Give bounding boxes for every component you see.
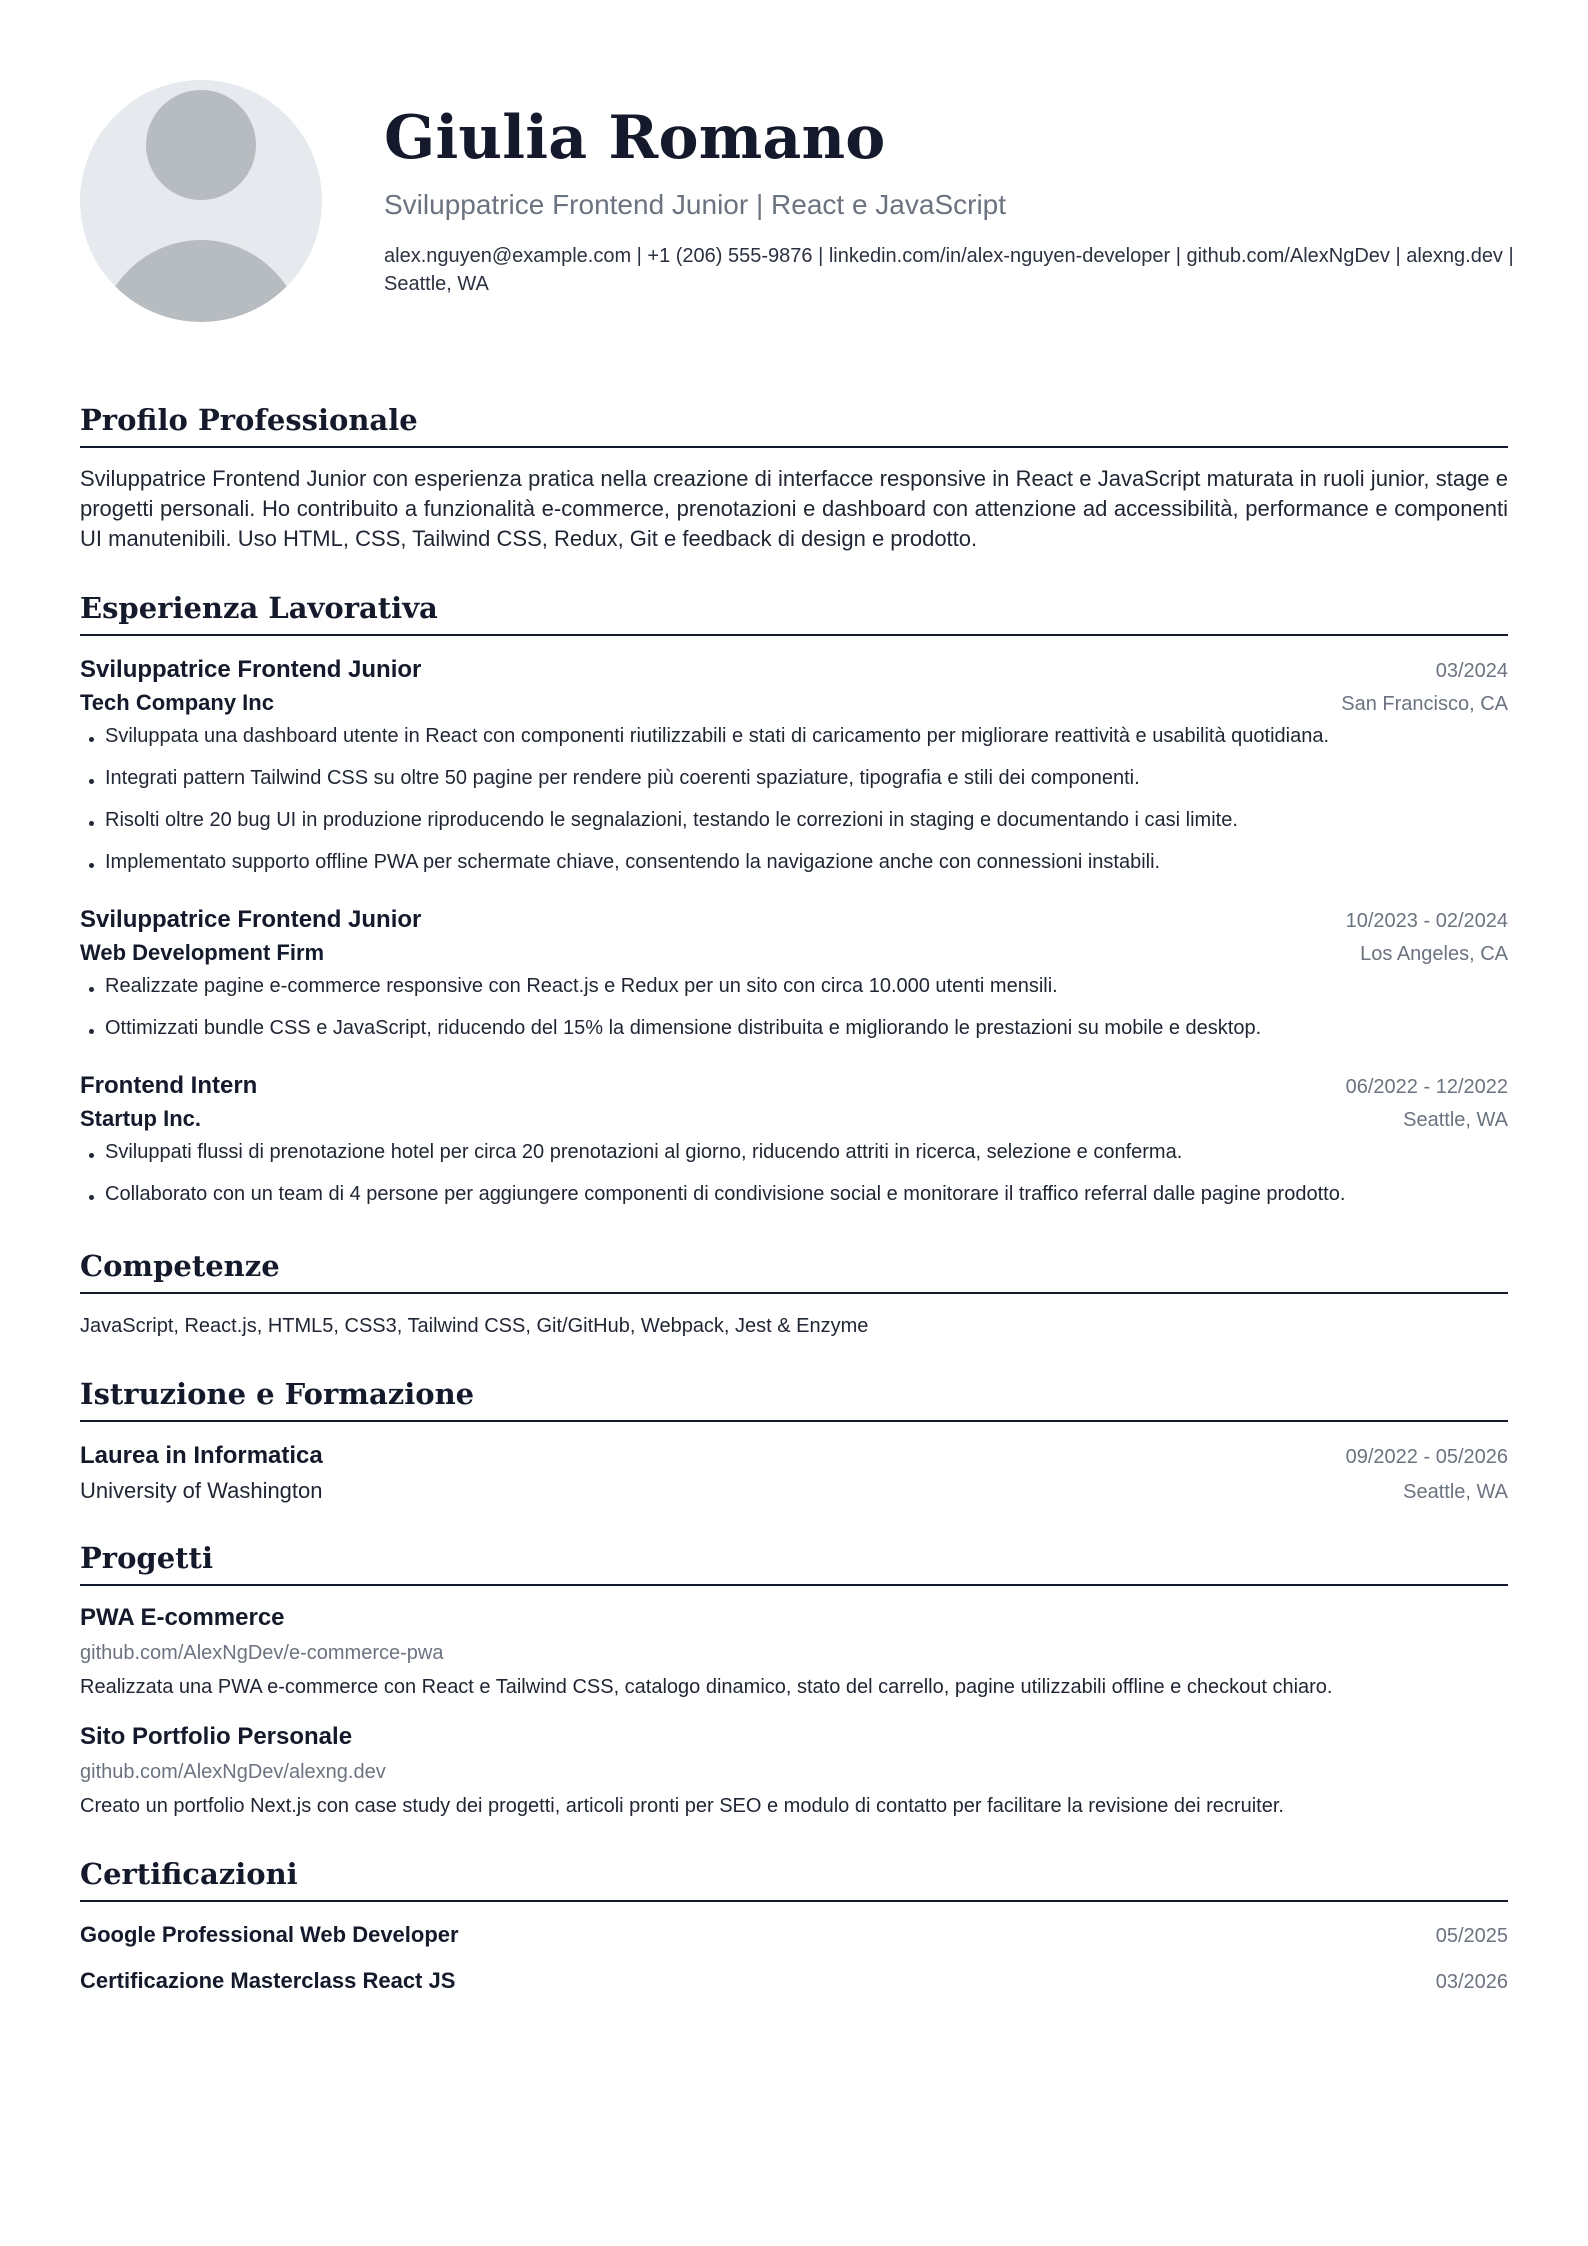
contact-info: alex.nguyen@example.com | +1 (206) 555-9876 | linkedin.com/in/alex-nguyen-developer | github.com/AlexNgDev | alexng.dev | Seattle, WA [384, 244, 1514, 295]
job-location: San Francisco, CA [1341, 693, 1508, 715]
education-location: Seattle, WA [1403, 1481, 1508, 1503]
skills-section [80, 1249, 1508, 1340]
section-title-education: Istruzione e Formazione [80, 1380, 1508, 1422]
job-location: Los Angeles, CA [1360, 943, 1508, 965]
project-entry [80, 1723, 1508, 1820]
job-location: Seattle, WA [1403, 1109, 1508, 1131]
job-entry [80, 656, 1508, 876]
job-entry [80, 1072, 1508, 1208]
list-item: Ottimizzati bundle CSS e JavaScript, riducendo del 15% la dimensione distribuita e migliorando le prestazioni su mobile e desktop. [80, 1014, 1508, 1042]
list-item: Realizzate pagine e-commerce responsive con React.js e Redux per un sito con circa 10.000 utenti mensili. [80, 972, 1508, 1000]
avatar [80, 80, 322, 322]
certification-title: Google Professional Web Developer [80, 1922, 459, 1947]
certifications-section [80, 1857, 1508, 1994]
list-item: Risolti oltre 20 bug UI in produzione riproducendo le segnalazioni, testando le correzioni in staging e documentando i casi limite. [80, 806, 1508, 834]
section-title-skills: Competenze [80, 1252, 1508, 1294]
job-bullets [80, 972, 1508, 1042]
project-description: Creato un portfolio Next.js con case study dei progetti, articoli pronti per SEO e modulo di contatto per facilitare la revisione dei recruiter. [80, 1795, 1284, 1817]
project-description: Realizzata una PWA e-commerce con React e Tailwind CSS, catalogo dinamico, stato del carrello, pagine utilizzabili offline e checkout chiaro. [80, 1676, 1333, 1698]
list-item: Integrati pattern Tailwind CSS su oltre 50 pagine per rendere più coerenti spaziature, tipografia e stili dei componenti. [80, 764, 1508, 792]
job-title: Frontend Intern [80, 1072, 258, 1099]
project-title: PWA E-commerce [80, 1604, 285, 1631]
section-title-certifications: Certificazioni [80, 1860, 1508, 1902]
job-bullets [80, 1138, 1508, 1208]
project-link[interactable]: github.com/AlexNgDev/alexng.dev [80, 1761, 386, 1783]
section-title-profile: Profilo Professionale [80, 406, 1508, 448]
section-title-projects: Progetti [80, 1544, 1508, 1586]
list-item: Implementato supporto offline PWA per schermate chiave, consentendo la navigazione anche con connessioni instabili. [80, 848, 1508, 876]
job-bullets [80, 722, 1508, 876]
job-company: Tech Company Inc [80, 690, 274, 715]
education-date: 09/2022 - 05/2026 [1345, 1446, 1508, 1468]
header-text [384, 80, 1514, 298]
person-silhouette-icon [80, 80, 322, 322]
candidate-subtitle: Sviluppatrice Frontend Junior | React e JavaScript [384, 189, 1007, 220]
certification-date: 05/2025 [1435, 1925, 1508, 1947]
certification-title: Certificazione Masterclass React JS [80, 1968, 456, 1993]
job-company: Web Development Firm [80, 940, 325, 965]
resume-header [80, 80, 1514, 322]
education-section [80, 1377, 1508, 1504]
degree-title: Laurea in Informatica [80, 1442, 323, 1469]
skills-text: JavaScript, React.js, HTML5, CSS3, Tailwind CSS, Git/GitHub, Webpack, Jest & Enzyme [80, 1315, 869, 1337]
list-item: Sviluppati flussi di prenotazione hotel per circa 20 prenotazioni al giorno, riducendo attriti in ricerca, selezione e conferma. [80, 1138, 1508, 1166]
job-date: 06/2022 - 12/2022 [1345, 1076, 1508, 1098]
job-company: Startup Inc. [80, 1106, 202, 1131]
job-entry [80, 906, 1508, 1042]
job-title: Sviluppatrice Frontend Junior [80, 656, 422, 683]
list-item: Collaborato con un team di 4 persone per aggiungere componenti di condivisione social e monitorare il traffico referral dalle pagine prodotto. [80, 1180, 1508, 1208]
project-title: Sito Portfolio Personale [80, 1723, 353, 1750]
profile-section [80, 403, 1508, 554]
certification-date: 03/2026 [1435, 1971, 1508, 1993]
list-item: Sviluppata una dashboard utente in React con componenti riutilizzabili e stati di caricamento per migliorare reattività e usabilità quotidiana. [80, 722, 1508, 750]
projects-section [80, 1541, 1508, 1820]
job-date: 03/2024 [1435, 660, 1508, 682]
candidate-name: Giulia Romano [384, 103, 886, 173]
school-name: University of Washington [80, 1478, 323, 1503]
experience-section [80, 591, 1508, 1208]
section-title-experience: Esperienza Lavorativa [80, 594, 1508, 636]
project-entry [80, 1604, 1508, 1701]
project-link[interactable]: github.com/AlexNgDev/e-commerce-pwa [80, 1642, 444, 1664]
job-title: Sviluppatrice Frontend Junior [80, 906, 422, 933]
job-date: 10/2023 - 02/2024 [1345, 910, 1508, 932]
profile-text: Sviluppatrice Frontend Junior con esperienza pratica nella creazione di interfacce responsive in React e JavaScript maturata in ruoli junior, stage e progetti personali. Ho contribuito a funzionalità e-commerce, prenotazioni e dashboard con attenzione ad accessibilità, performance e componenti UI manutenibili. Uso HTML, CSS, Tailwind CSS, Redux, Git e feedback di design e prodotto. [80, 466, 1508, 551]
